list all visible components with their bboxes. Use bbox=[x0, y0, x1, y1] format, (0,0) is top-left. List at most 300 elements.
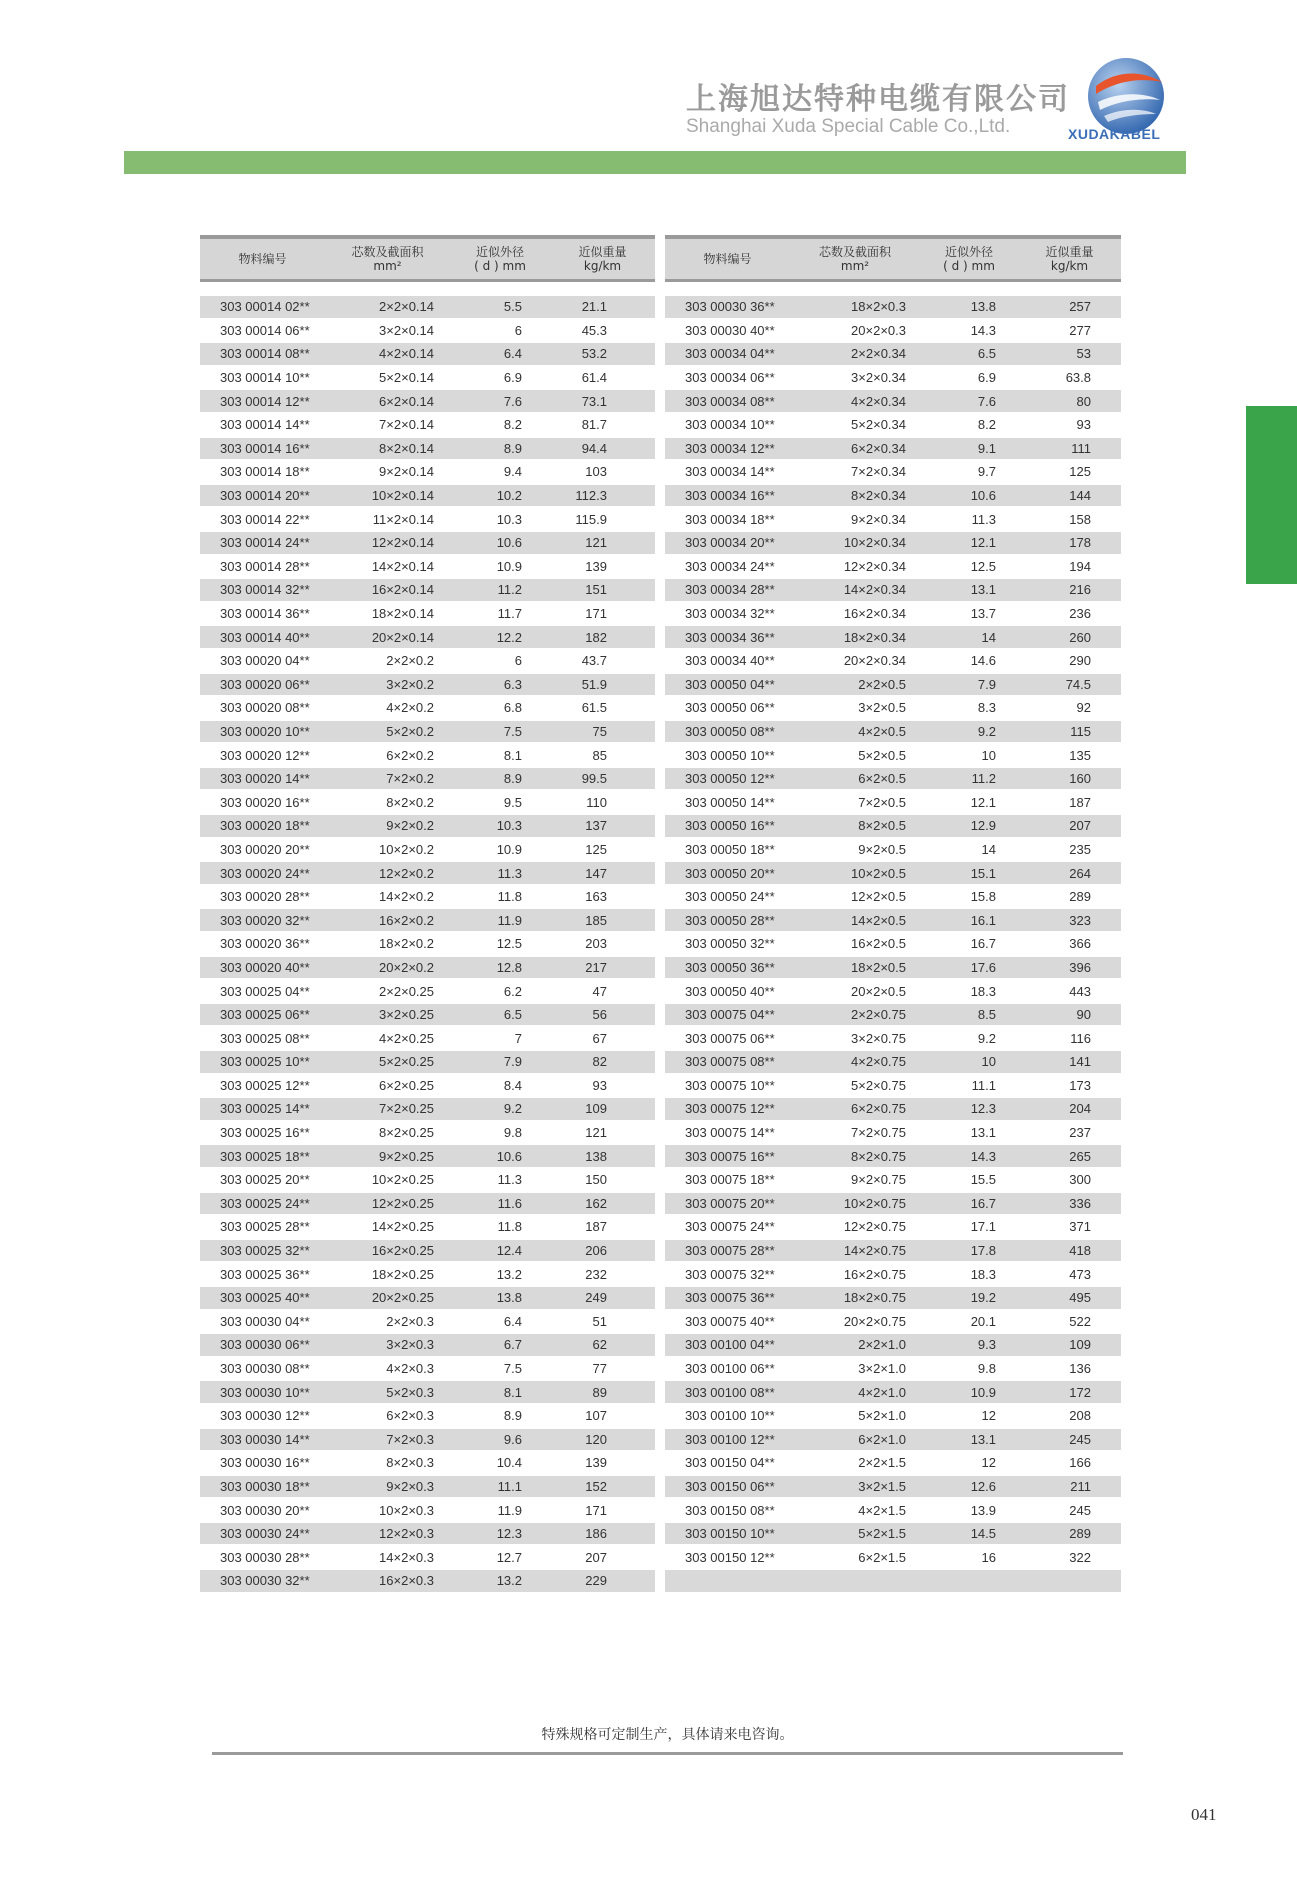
col-header-part-no: 物料编号 bbox=[665, 237, 790, 281]
table-row bbox=[665, 1168, 1121, 1192]
cell-part-no: 303 00050 24** bbox=[665, 885, 790, 909]
spec-table-left bbox=[200, 235, 655, 1594]
table-row bbox=[200, 484, 655, 508]
cell-diameter: 11.3 bbox=[450, 1168, 550, 1192]
cell-cores: 7×2×0.2 bbox=[325, 767, 450, 791]
cell-part-no: 303 00025 04** bbox=[200, 979, 325, 1003]
spec-table-right bbox=[665, 235, 1121, 1594]
cell-diameter: 8.9 bbox=[450, 767, 550, 791]
footer-divider bbox=[212, 1752, 1123, 1755]
table-row bbox=[200, 1215, 655, 1239]
table-header-row bbox=[665, 237, 1121, 281]
table-row bbox=[665, 1310, 1121, 1334]
cell-cores: 16×2×0.3 bbox=[325, 1569, 450, 1593]
cell-diameter: 7.5 bbox=[450, 720, 550, 744]
cell-diameter: 10.3 bbox=[450, 814, 550, 838]
cell-diameter: 13.2 bbox=[450, 1569, 550, 1593]
table-row bbox=[200, 1428, 655, 1452]
cell-part-no: 303 00030 04** bbox=[200, 1310, 325, 1334]
cell-diameter: 12.5 bbox=[450, 932, 550, 956]
cell-cores: 3×2×0.5 bbox=[790, 696, 920, 720]
cell-part-no: 303 00020 40** bbox=[200, 956, 325, 980]
table-row bbox=[200, 602, 655, 626]
table-row bbox=[665, 484, 1121, 508]
cell-weight: 80 bbox=[1018, 389, 1121, 413]
cell-diameter: 10.2 bbox=[450, 484, 550, 508]
cell-part-no: 303 00014 20** bbox=[200, 484, 325, 508]
cell-weight: 139 bbox=[550, 555, 655, 579]
cell-part-no: 303 00020 18** bbox=[200, 814, 325, 838]
cell-cores: 18×2×0.3 bbox=[790, 295, 920, 319]
table-row bbox=[200, 1498, 655, 1522]
cell-weight: 336 bbox=[1018, 1192, 1121, 1216]
cell-weight: 235 bbox=[1018, 838, 1121, 862]
table-row bbox=[200, 1097, 655, 1121]
cell-weight: 115 bbox=[1018, 720, 1121, 744]
cell-part-no: 303 00034 16** bbox=[665, 484, 790, 508]
cell-cores: 4×2×0.25 bbox=[325, 1026, 450, 1050]
cell-diameter: 11.2 bbox=[920, 767, 1018, 791]
cell-part-no: 303 00150 06** bbox=[665, 1475, 790, 1499]
cell-cores: 14×2×0.2 bbox=[325, 885, 450, 909]
cell-part-no: 303 00014 14** bbox=[200, 413, 325, 437]
table-row bbox=[665, 1003, 1121, 1027]
cell-cores: 12×2×0.5 bbox=[790, 885, 920, 909]
table-row bbox=[200, 696, 655, 720]
cell-diameter: 11.3 bbox=[450, 861, 550, 885]
col-header-diameter: 近似外径 ( d ) mm bbox=[920, 237, 1018, 281]
cell-diameter: 12.8 bbox=[450, 956, 550, 980]
table-row bbox=[200, 1026, 655, 1050]
col-header-cores: 芯数及截面积 mm² bbox=[325, 237, 450, 281]
cell-weight: 178 bbox=[1018, 531, 1121, 555]
table-row bbox=[665, 1262, 1121, 1286]
cell-diameter: 14.3 bbox=[920, 319, 1018, 343]
cell-weight: 103 bbox=[550, 460, 655, 484]
cell-diameter: 8.1 bbox=[450, 743, 550, 767]
cell-part-no: 303 00050 28** bbox=[665, 908, 790, 932]
cell-cores: 5×2×0.34 bbox=[790, 413, 920, 437]
table-row bbox=[200, 814, 655, 838]
cell-part-no: 303 00075 08** bbox=[665, 1050, 790, 1074]
cell-weight: 136 bbox=[1018, 1357, 1121, 1381]
cell-part-no: 303 00050 32** bbox=[665, 932, 790, 956]
cell-cores: 9×2×0.2 bbox=[325, 814, 450, 838]
cell-weight: 61.5 bbox=[550, 696, 655, 720]
cell-diameter: 8.3 bbox=[920, 696, 1018, 720]
cell-weight: 245 bbox=[1018, 1428, 1121, 1452]
cell-weight: 522 bbox=[1018, 1310, 1121, 1334]
cell-cores: 4×2×0.5 bbox=[790, 720, 920, 744]
cell-cores: 4×2×0.2 bbox=[325, 696, 450, 720]
cell-cores: 14×2×0.34 bbox=[790, 578, 920, 602]
cell-part-no: 303 00025 40** bbox=[200, 1286, 325, 1310]
cell-part-no: 303 00014 18** bbox=[200, 460, 325, 484]
cell-diameter: 20.1 bbox=[920, 1310, 1018, 1334]
table-row bbox=[200, 342, 655, 366]
cell-weight: 185 bbox=[550, 908, 655, 932]
cell-diameter: 7.5 bbox=[450, 1357, 550, 1381]
cell-part-no: 303 00050 20** bbox=[665, 861, 790, 885]
cell-weight: 236 bbox=[1018, 602, 1121, 626]
table-row bbox=[665, 389, 1121, 413]
cell-part-no: 303 00075 20** bbox=[665, 1192, 790, 1216]
cell-part-no: 303 00050 18** bbox=[665, 838, 790, 862]
cell-part-no: 303 00075 14** bbox=[665, 1121, 790, 1145]
table-row bbox=[200, 1286, 655, 1310]
table-row bbox=[665, 838, 1121, 862]
cell-weight: 204 bbox=[1018, 1097, 1121, 1121]
table-row bbox=[200, 956, 655, 980]
cell-part-no: 303 00075 36** bbox=[665, 1286, 790, 1310]
table-row bbox=[200, 1144, 655, 1168]
cell-diameter: 9.5 bbox=[450, 790, 550, 814]
cell-diameter: 16.7 bbox=[920, 932, 1018, 956]
cell-weight: 61.4 bbox=[550, 366, 655, 390]
cell-part-no: 303 00100 10** bbox=[665, 1404, 790, 1428]
side-section-tab bbox=[1246, 406, 1297, 584]
cell-diameter: 11.1 bbox=[450, 1475, 550, 1499]
cell-diameter: 16.1 bbox=[920, 908, 1018, 932]
cell-weight: 111 bbox=[1018, 437, 1121, 461]
cell-cores: 14×2×0.14 bbox=[325, 555, 450, 579]
cell-diameter bbox=[920, 1569, 1018, 1593]
cell-weight: 289 bbox=[1018, 1522, 1121, 1546]
cell-diameter: 12 bbox=[920, 1404, 1018, 1428]
cell-part-no: 303 00030 24** bbox=[200, 1522, 325, 1546]
cell-weight: 152 bbox=[550, 1475, 655, 1499]
cell-cores: 10×2×0.3 bbox=[325, 1498, 450, 1522]
cell-cores: 3×2×0.3 bbox=[325, 1333, 450, 1357]
table-row bbox=[665, 1569, 1121, 1593]
cell-part-no: 303 00030 32** bbox=[200, 1569, 325, 1593]
cell-cores: 4×2×1.0 bbox=[790, 1380, 920, 1404]
cell-part-no: 303 00030 14** bbox=[200, 1428, 325, 1452]
cell-part-no: 303 00150 10** bbox=[665, 1522, 790, 1546]
cell-part-no: 303 00025 16** bbox=[200, 1121, 325, 1145]
table-row bbox=[200, 1239, 655, 1263]
cell-cores: 20×2×0.14 bbox=[325, 625, 450, 649]
cell-diameter: 10.3 bbox=[450, 507, 550, 531]
cell-weight: 93 bbox=[550, 1074, 655, 1098]
cell-cores: 18×2×0.34 bbox=[790, 625, 920, 649]
table-row bbox=[665, 366, 1121, 390]
cell-cores: 20×2×0.25 bbox=[325, 1286, 450, 1310]
cell-weight: 21.1 bbox=[550, 295, 655, 319]
cell-weight: 182 bbox=[550, 625, 655, 649]
table-row bbox=[665, 555, 1121, 579]
cell-weight: 43.7 bbox=[550, 649, 655, 673]
cell-part-no: 303 00014 32** bbox=[200, 578, 325, 602]
cell-part-no: 303 00100 08** bbox=[665, 1380, 790, 1404]
cell-weight: 160 bbox=[1018, 767, 1121, 791]
cell-weight: 194 bbox=[1018, 555, 1121, 579]
cell-diameter: 14 bbox=[920, 838, 1018, 862]
cell-cores: 5×2×0.5 bbox=[790, 743, 920, 767]
cell-diameter: 10.6 bbox=[450, 531, 550, 555]
cell-cores: 7×2×0.3 bbox=[325, 1428, 450, 1452]
cell-diameter: 10.9 bbox=[920, 1380, 1018, 1404]
cell-weight: 120 bbox=[550, 1428, 655, 1452]
table-row bbox=[665, 767, 1121, 791]
cell-diameter: 10.4 bbox=[450, 1451, 550, 1475]
cell-cores: 14×2×0.25 bbox=[325, 1215, 450, 1239]
table-row bbox=[665, 625, 1121, 649]
cell-diameter: 12 bbox=[920, 1451, 1018, 1475]
cell-part-no: 303 00075 28** bbox=[665, 1239, 790, 1263]
cell-cores: 4×2×0.14 bbox=[325, 342, 450, 366]
cell-weight: 125 bbox=[1018, 460, 1121, 484]
cell-weight: 249 bbox=[550, 1286, 655, 1310]
cell-part-no: 303 00050 08** bbox=[665, 720, 790, 744]
cell-part-no: 303 00014 36** bbox=[200, 602, 325, 626]
table-row bbox=[200, 555, 655, 579]
cell-weight: 112.3 bbox=[550, 484, 655, 508]
cell-diameter: 12.7 bbox=[450, 1545, 550, 1569]
cell-diameter: 9.3 bbox=[920, 1333, 1018, 1357]
table-row bbox=[665, 908, 1121, 932]
cell-weight: 166 bbox=[1018, 1451, 1121, 1475]
cell-cores: 20×2×0.2 bbox=[325, 956, 450, 980]
cell-weight: 172 bbox=[1018, 1380, 1121, 1404]
cell-weight: 260 bbox=[1018, 625, 1121, 649]
cell-diameter: 13.2 bbox=[450, 1262, 550, 1286]
cell-diameter: 8.4 bbox=[450, 1074, 550, 1098]
cell-weight: 151 bbox=[550, 578, 655, 602]
cell-part-no: 303 00020 06** bbox=[200, 673, 325, 697]
cell-cores: 10×2×0.75 bbox=[790, 1192, 920, 1216]
table-row bbox=[200, 366, 655, 390]
table-row bbox=[665, 460, 1121, 484]
cell-part-no: 303 00075 10** bbox=[665, 1074, 790, 1098]
cell-cores: 18×2×0.5 bbox=[790, 956, 920, 980]
cell-weight: 322 bbox=[1018, 1545, 1121, 1569]
table-row bbox=[200, 1050, 655, 1074]
table-row bbox=[665, 1333, 1121, 1357]
cell-diameter: 9.4 bbox=[450, 460, 550, 484]
col-header-weight: 近似重量 kg/km bbox=[1018, 237, 1121, 281]
cell-cores: 9×2×0.5 bbox=[790, 838, 920, 862]
cell-diameter: 18.3 bbox=[920, 979, 1018, 1003]
cell-part-no: 303 00030 10** bbox=[200, 1380, 325, 1404]
cell-diameter: 12.1 bbox=[920, 790, 1018, 814]
table-row bbox=[665, 979, 1121, 1003]
cell-weight: 208 bbox=[1018, 1404, 1121, 1428]
cell-diameter: 13.1 bbox=[920, 1121, 1018, 1145]
cell-weight: 63.8 bbox=[1018, 366, 1121, 390]
cell-weight: 81.7 bbox=[550, 413, 655, 437]
cell-cores: 9×2×0.34 bbox=[790, 507, 920, 531]
cell-part-no: 303 00030 06** bbox=[200, 1333, 325, 1357]
cell-cores: 10×2×0.14 bbox=[325, 484, 450, 508]
cell-cores: 20×2×0.34 bbox=[790, 649, 920, 673]
cell-weight: 62 bbox=[550, 1333, 655, 1357]
cell-diameter: 6.2 bbox=[450, 979, 550, 1003]
table-row bbox=[200, 625, 655, 649]
cell-diameter: 6.8 bbox=[450, 696, 550, 720]
cell-weight: 135 bbox=[1018, 743, 1121, 767]
cell-part-no: 303 00030 18** bbox=[200, 1475, 325, 1499]
cell-cores: 4×2×1.5 bbox=[790, 1498, 920, 1522]
table-row bbox=[200, 885, 655, 909]
cell-weight: 323 bbox=[1018, 908, 1121, 932]
col-header-cores: 芯数及截面积 mm² bbox=[790, 237, 920, 281]
cell-part-no: 303 00034 08** bbox=[665, 389, 790, 413]
table-row bbox=[200, 649, 655, 673]
table-row bbox=[665, 956, 1121, 980]
cell-cores: 2×2×1.0 bbox=[790, 1333, 920, 1357]
cell-diameter: 13.9 bbox=[920, 1498, 1018, 1522]
cell-weight: 51 bbox=[550, 1310, 655, 1334]
table-row bbox=[665, 1074, 1121, 1098]
table-row bbox=[665, 1215, 1121, 1239]
cell-diameter: 14 bbox=[920, 625, 1018, 649]
cell-diameter: 6.4 bbox=[450, 342, 550, 366]
cell-part-no: 303 00020 12** bbox=[200, 743, 325, 767]
cell-diameter: 12.2 bbox=[450, 625, 550, 649]
cell-part-no: 303 00034 36** bbox=[665, 625, 790, 649]
cell-diameter: 7.6 bbox=[920, 389, 1018, 413]
table-row bbox=[665, 1380, 1121, 1404]
table-row bbox=[200, 460, 655, 484]
cell-weight: 371 bbox=[1018, 1215, 1121, 1239]
cell-cores: 16×2×0.25 bbox=[325, 1239, 450, 1263]
cell-diameter: 13.1 bbox=[920, 1428, 1018, 1452]
cell-weight: 211 bbox=[1018, 1475, 1121, 1499]
cell-weight bbox=[1018, 1569, 1121, 1593]
table-row bbox=[665, 319, 1121, 343]
cell-part-no: 303 00014 40** bbox=[200, 625, 325, 649]
cell-diameter: 17.8 bbox=[920, 1239, 1018, 1263]
cell-diameter: 13.1 bbox=[920, 578, 1018, 602]
table-row bbox=[665, 1475, 1121, 1499]
cell-part-no: 303 00075 24** bbox=[665, 1215, 790, 1239]
cell-cores: 12×2×0.25 bbox=[325, 1192, 450, 1216]
cell-diameter: 8.2 bbox=[450, 413, 550, 437]
table-row bbox=[665, 743, 1121, 767]
cell-cores: 12×2×0.2 bbox=[325, 861, 450, 885]
cell-part-no: 303 00034 14** bbox=[665, 460, 790, 484]
cell-weight: 89 bbox=[550, 1380, 655, 1404]
header-accent-bar bbox=[124, 151, 1186, 174]
table-row bbox=[200, 1545, 655, 1569]
cell-weight: 82 bbox=[550, 1050, 655, 1074]
cell-weight: 290 bbox=[1018, 649, 1121, 673]
table-row bbox=[665, 507, 1121, 531]
cell-cores: 6×2×0.34 bbox=[790, 437, 920, 461]
cell-part-no: 303 00030 12** bbox=[200, 1404, 325, 1428]
cell-diameter: 8.1 bbox=[450, 1380, 550, 1404]
cell-diameter: 8.9 bbox=[450, 437, 550, 461]
cell-cores: 4×2×0.3 bbox=[325, 1357, 450, 1381]
cell-part-no: 303 00020 14** bbox=[200, 767, 325, 791]
cell-weight: 94.4 bbox=[550, 437, 655, 461]
cell-cores: 3×2×0.34 bbox=[790, 366, 920, 390]
cell-weight: 137 bbox=[550, 814, 655, 838]
cell-cores: 12×2×0.3 bbox=[325, 1522, 450, 1546]
cell-diameter: 6.4 bbox=[450, 1310, 550, 1334]
cell-part-no: 303 00034 12** bbox=[665, 437, 790, 461]
cell-part-no: 303 00050 40** bbox=[665, 979, 790, 1003]
cell-weight: 53.2 bbox=[550, 342, 655, 366]
cell-cores: 18×2×0.14 bbox=[325, 602, 450, 626]
cell-cores: 5×2×0.25 bbox=[325, 1050, 450, 1074]
cell-weight: 77 bbox=[550, 1357, 655, 1381]
cell-weight: 207 bbox=[1018, 814, 1121, 838]
cell-part-no: 303 00050 10** bbox=[665, 743, 790, 767]
cell-weight: 99.5 bbox=[550, 767, 655, 791]
cell-weight: 396 bbox=[1018, 956, 1121, 980]
table-row bbox=[665, 696, 1121, 720]
table-row bbox=[665, 885, 1121, 909]
cell-weight: 418 bbox=[1018, 1239, 1121, 1263]
cell-cores: 5×2×0.2 bbox=[325, 720, 450, 744]
table-row bbox=[665, 295, 1121, 319]
table-row bbox=[200, 507, 655, 531]
cell-diameter: 8.9 bbox=[450, 1404, 550, 1428]
cell-diameter: 9.8 bbox=[920, 1357, 1018, 1381]
cell-diameter: 14.6 bbox=[920, 649, 1018, 673]
cell-cores: 12×2×0.14 bbox=[325, 531, 450, 555]
cell-diameter: 19.2 bbox=[920, 1286, 1018, 1310]
table-row bbox=[665, 1144, 1121, 1168]
table-row bbox=[200, 908, 655, 932]
cell-diameter: 6.7 bbox=[450, 1333, 550, 1357]
table-row bbox=[200, 1404, 655, 1428]
cell-cores: 2×2×0.34 bbox=[790, 342, 920, 366]
cell-weight: 51.9 bbox=[550, 673, 655, 697]
cell-cores: 9×2×0.25 bbox=[325, 1144, 450, 1168]
table-row bbox=[665, 437, 1121, 461]
cell-diameter: 6 bbox=[450, 649, 550, 673]
cell-diameter: 11.3 bbox=[920, 507, 1018, 531]
cell-weight: 245 bbox=[1018, 1498, 1121, 1522]
cell-weight: 207 bbox=[550, 1545, 655, 1569]
cell-diameter: 12.1 bbox=[920, 531, 1018, 555]
table-row bbox=[665, 1428, 1121, 1452]
table-row bbox=[200, 1168, 655, 1192]
cell-diameter: 6.9 bbox=[920, 366, 1018, 390]
page-header bbox=[0, 0, 1297, 180]
cell-cores: 12×2×0.75 bbox=[790, 1215, 920, 1239]
cell-part-no: 303 00020 36** bbox=[200, 932, 325, 956]
cell-part-no bbox=[665, 1569, 790, 1593]
page-number: 041 bbox=[1191, 1805, 1217, 1824]
table-row bbox=[200, 767, 655, 791]
cell-diameter: 14.5 bbox=[920, 1522, 1018, 1546]
cell-diameter: 11.2 bbox=[450, 578, 550, 602]
cell-part-no: 303 00075 16** bbox=[665, 1144, 790, 1168]
cell-weight: 144 bbox=[1018, 484, 1121, 508]
cell-weight: 171 bbox=[550, 1498, 655, 1522]
cell-weight: 74.5 bbox=[1018, 673, 1121, 697]
table-row bbox=[200, 437, 655, 461]
cell-diameter: 11.1 bbox=[920, 1074, 1018, 1098]
cell-diameter: 11.9 bbox=[450, 1498, 550, 1522]
table-row bbox=[200, 861, 655, 885]
cell-part-no: 303 00025 24** bbox=[200, 1192, 325, 1216]
cell-weight: 85 bbox=[550, 743, 655, 767]
cell-diameter: 11.9 bbox=[450, 908, 550, 932]
cell-part-no: 303 00025 06** bbox=[200, 1003, 325, 1027]
cell-weight: 187 bbox=[1018, 790, 1121, 814]
cell-part-no: 303 00100 12** bbox=[665, 1428, 790, 1452]
cell-part-no: 303 00034 18** bbox=[665, 507, 790, 531]
table-row bbox=[665, 1239, 1121, 1263]
cell-part-no: 303 00034 04** bbox=[665, 342, 790, 366]
cell-cores: 10×2×0.2 bbox=[325, 838, 450, 862]
cell-cores: 10×2×0.25 bbox=[325, 1168, 450, 1192]
